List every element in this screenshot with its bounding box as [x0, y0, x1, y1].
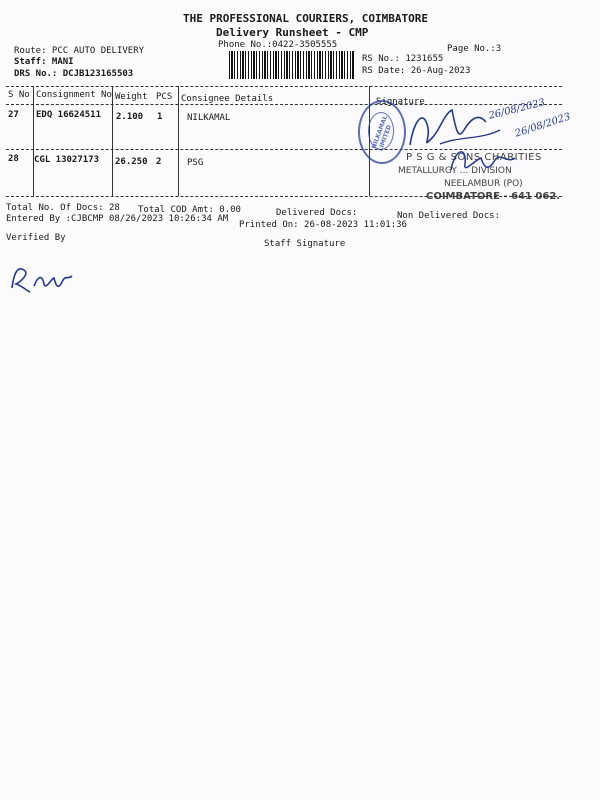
row-consignment: CGL 13027173: [34, 155, 100, 165]
header-signature: Signature: [376, 97, 425, 107]
header-consignment: Consignment No: [36, 90, 112, 100]
row-sno: 27: [8, 110, 19, 120]
handwritten-date-2: 26/08/2023: [513, 111, 572, 140]
table-top-rule: [6, 86, 562, 87]
row-weight: 2.100: [116, 112, 144, 122]
route-label: Route: PCC AUTO DELIVERY: [14, 46, 145, 56]
column-divider: [112, 86, 113, 196]
non-delivered-docs: Non Delivered Docs:: [397, 211, 500, 221]
drs-number: DRS No.: DCJB123165503: [14, 69, 134, 79]
psg-stamp-line4: COIMBATORE - 641 062.: [426, 191, 561, 202]
handwritten-date-1: 26/08/2023: [487, 97, 547, 122]
column-divider: [178, 86, 179, 196]
psg-stamp-line3: NEELAMBUR (PO): [444, 179, 523, 189]
row-pcs: 1: [157, 112, 163, 122]
header-pcs: PCS: [156, 92, 173, 102]
row-consignee: NILKAMAL: [187, 113, 231, 123]
header-weight: Weight: [115, 92, 148, 102]
psg-stamp-line1: P S G & SONS CHARITIES: [406, 152, 542, 163]
staff-label: Staff: MANI: [14, 57, 74, 67]
row-consignment: EDQ 16624511: [36, 110, 102, 120]
printed-on: Printed On: 26-08-2023 11:01:36: [239, 220, 407, 230]
row-consignee: PSG: [187, 158, 204, 168]
phone-number: Phone No.:0422-3505555: [218, 40, 338, 50]
psg-stamp-line2: METALLURGY ... DIVISION: [398, 166, 512, 176]
rs-date: RS Date: 26-Aug-2023: [362, 66, 471, 76]
column-divider: [33, 86, 34, 196]
handwritten-signature-row28: [445, 140, 535, 180]
delivered-docs: Delivered Docs:: [276, 208, 358, 218]
round-company-stamp: [358, 100, 406, 164]
document-title: THE PROFESSIONAL COURIERS, COIMBATORE: [183, 12, 429, 25]
row-sno: 28: [8, 154, 19, 164]
stamp-ring-text: NILKAMAL LIMITED: [370, 114, 394, 153]
header-consignee: Consignee Details: [181, 94, 274, 104]
entered-by: Entered By :CJBCMP 08/26/2023 10:26:34 AM: [6, 214, 229, 224]
header-sno: S No: [8, 90, 30, 100]
barcode: [229, 51, 354, 79]
verifier-signature: [8, 262, 78, 296]
total-docs: Total No. Of Docs: 28: [6, 203, 120, 213]
rs-number: RS No.: 1231655: [362, 54, 444, 64]
document-subtitle: Delivery Runsheet - CMP: [216, 26, 369, 39]
staff-signature-label: Staff Signature: [264, 239, 346, 249]
total-cod-amount: Total COD Amt: 0.00: [138, 205, 241, 215]
verified-by: Verified By: [6, 233, 66, 243]
page-number: Page No.:3: [447, 44, 502, 54]
row-weight: 26.250: [115, 157, 148, 167]
row-pcs: 2: [156, 157, 162, 167]
